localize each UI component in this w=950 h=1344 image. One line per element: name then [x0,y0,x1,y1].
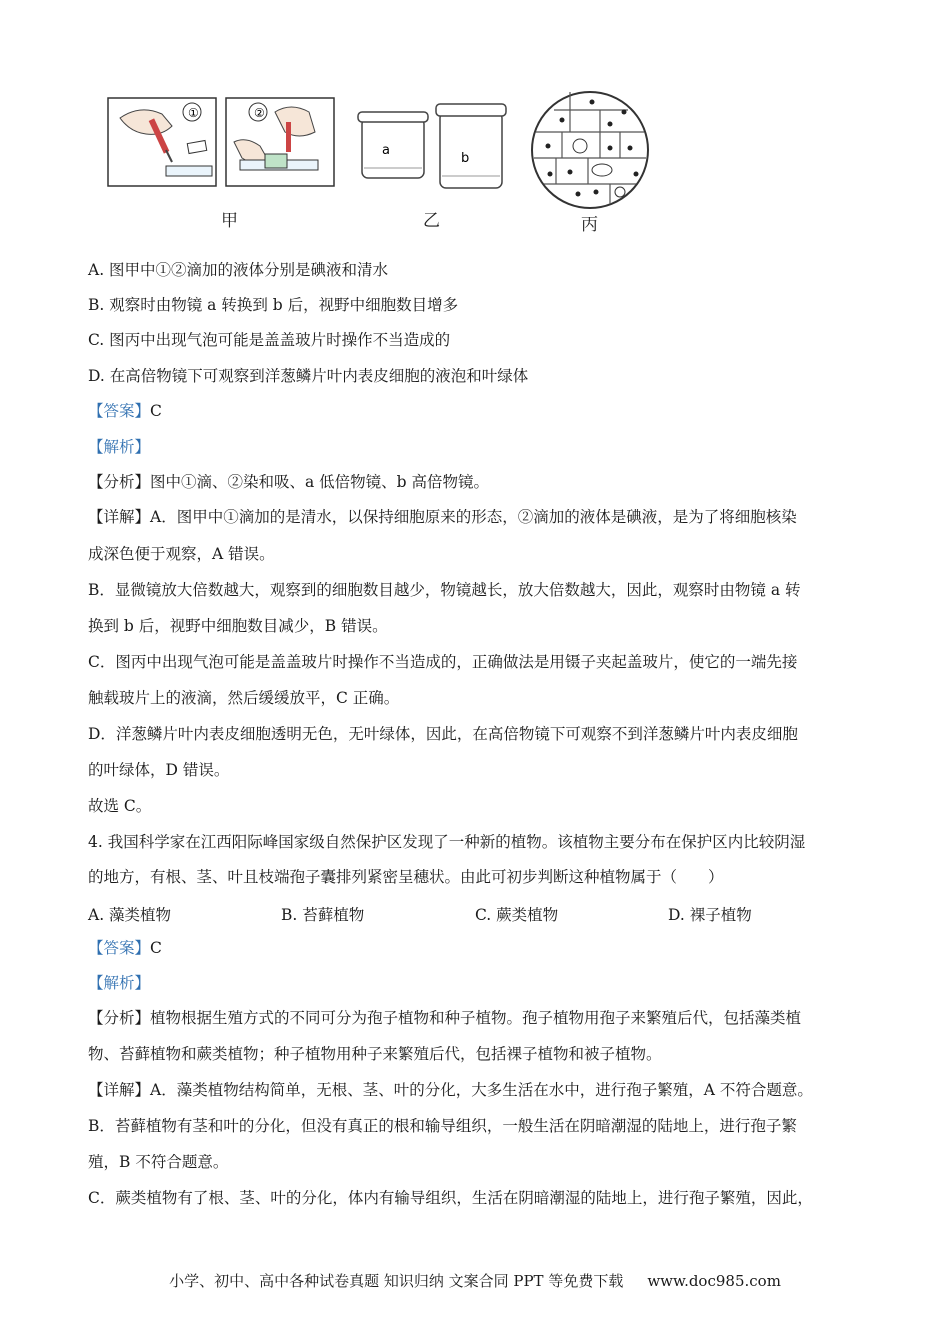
q4-option-b: B. 苔藓植物 [281,906,365,924]
fenxi-tag: 【分析】 [88,473,151,491]
q4-detail-line: 殖，B 不符合题意。 [88,1153,229,1171]
footer-text: 小学、初中、高中各种试卷真题 知识归纳 文案合同 PPT 等免费下载 [169,1272,624,1290]
answer-tag: 【答案】 [88,402,151,420]
fenxi-tag: 【分析】 [88,1009,151,1027]
q3-conclusion: 故选 C。 [88,797,152,815]
q3-detail-line: B．显微镜放大倍数越大，观察到的细胞数目越少，物镜越长，放大倍数越大，因此，观察时由物镜 a 转 [88,581,801,599]
q4-stem-line: 4. 我国科学家在江西阳际峰国家级自然保护区发现了一种新的植物。该植物主要分布在保护区内比较阴湿 [88,833,806,851]
answer-value: C [150,402,162,420]
q3-option-b: B. 观察时由物镜 a 转换到 b 后，视野中细胞数目增多 [88,296,459,314]
q3-detail-line: 的叶绿体，D 错误。 [88,761,230,779]
footer-link[interactable]: www.doc985.com [647,1272,781,1290]
fenxi-text: 植物根据生殖方式的不同可分为孢子植物和种子植物。孢子植物用孢子来繁殖后代，包括藻类植 [150,1009,802,1027]
q3-answer [88,401,162,421]
q3-analysis-tag: 【解析】 [88,438,151,456]
q4-option-c: C. 蕨类植物 [475,906,559,924]
q3-option-d: D. 在高倍物镜下可观察到洋葱鳞片叶内表皮细胞的液泡和叶绿体 [88,367,529,385]
page-footer [0,1270,950,1291]
experiment-figure [100,88,670,238]
stain-step2-icon [226,98,334,186]
figure-label-jia: 甲 [221,211,238,231]
microscope-view-icon [532,92,648,208]
fenxi-text: 图中①滴、②染和吸、a 低倍物镜、b 高倍物镜。 [150,473,490,491]
detail-text: A．图甲中①滴加的是清水，以保持细胞原来的形态，②滴加的液体是碘液，是为了将细胞核染 [150,508,797,526]
q3-detail-line [88,507,797,527]
q4-option-d: D. 裸子植物 [668,906,752,924]
jar-b-label: b [461,151,470,166]
q4-stem-line: 的地方，有根、茎、叶且枝端孢子囊排列紧密呈穗状。由此可初步判断这种植物属于（ ） [88,868,724,886]
q3-fenxi [88,472,489,492]
detail-tag: 【详解】 [88,508,151,526]
q4-fenxi-line [88,1008,801,1028]
q4-fenxi-line: 物、苔藓植物和蕨类植物；种子植物用种子来繁殖后代，包括裸子植物和被子植物。 [88,1045,662,1063]
q3-detail-line: 成深色便于观察，A 错误。 [88,545,275,563]
q3-detail-line: C．图丙中出现气泡可能是盖盖玻片时操作不当造成的，正确做法是用镊子夹起盖玻片，使它的一端先接 [88,653,798,671]
jar-a-label: a [382,143,390,158]
dropper-step1-icon [108,98,216,186]
objective-jar-b-icon [436,104,506,188]
q3-detail-line: 换到 b 后，视野中细胞数目减少，B 错误。 [88,617,388,635]
q3-detail-line: D．洋葱鳞片叶内表皮细胞透明无色，无叶绿体，因此，在高倍物镜下可观察不到洋葱鳞片叶内表皮细胞 [88,725,798,743]
step1-label: ① [188,106,199,120]
figure-label-yi: 乙 [423,211,440,231]
q3-detail-line: 触载玻片上的液滴，然后缓缓放平，C 正确。 [88,689,400,707]
answer-tag: 【答案】 [88,939,151,957]
figure-label-bing: 丙 [581,215,598,235]
q4-detail-line [88,1080,813,1100]
q4-option-a: A. 藻类植物 [88,906,172,924]
step2-label: ② [254,106,265,120]
detail-text: A．藻类植物结构简单，无根、茎、叶的分化，大多生活在水中，进行孢子繁殖，A 不符合题意。 [150,1081,813,1099]
detail-tag: 【详解】 [88,1081,151,1099]
objective-jar-a-icon [358,112,428,178]
q3-option-a: A. 图甲中①②滴加的液体分别是碘液和清水 [88,261,389,279]
q4-answer [88,938,162,958]
q4-detail-line: B．苔藓植物有茎和叶的分化，但没有真正的根和输导组织，一般生活在阴暗潮湿的陆地上，进行孢子繁 [88,1117,797,1135]
answer-value: C [150,939,162,957]
q4-detail-line: C．蕨类植物有了根、茎、叶的分化，体内有输导组织，生活在阴暗潮湿的陆地上，进行孢子繁殖，因此， [88,1189,813,1207]
q3-option-c: C. 图丙中出现气泡可能是盖盖玻片时操作不当造成的 [88,331,451,349]
q4-analysis-tag: 【解析】 [88,974,151,992]
